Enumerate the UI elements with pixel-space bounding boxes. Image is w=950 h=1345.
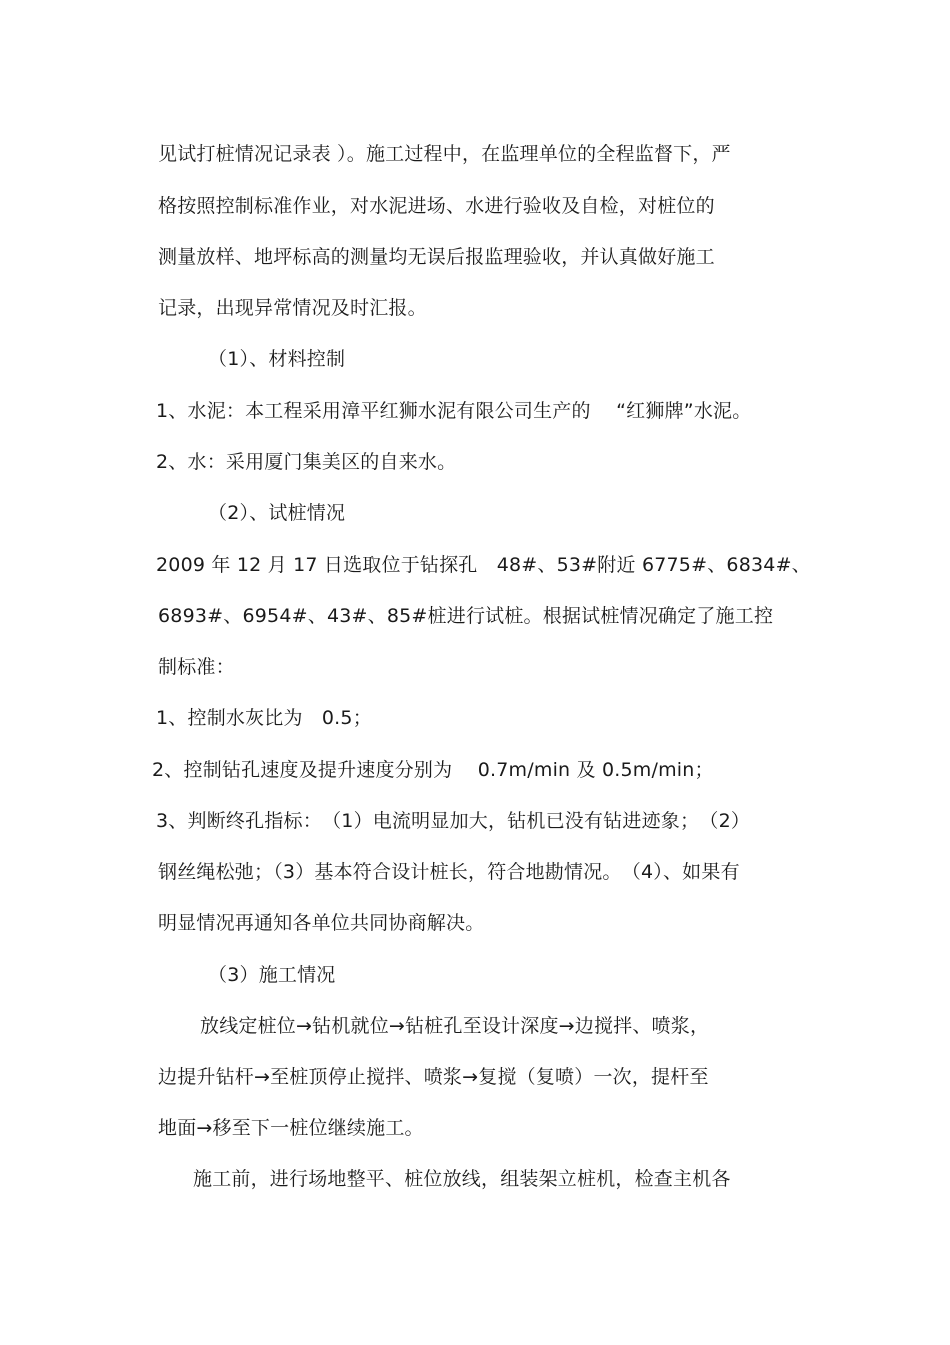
list-item: 2、控制钻孔速度及提升速度分别为 0.7m/min 及 0.5m/min； — [152, 759, 714, 781]
section-heading: （3）施工情况 — [208, 964, 336, 986]
paragraph-line: 记录，出现异常情况及时汇报。 — [158, 297, 427, 319]
paragraph-line: 施工前，进行场地整平、桩位放线，组装架立桩机，检查主机各 — [193, 1168, 731, 1190]
paragraph-line: 放线定桩位→钻机就位→钻桩孔至设计深度→边搅拌、喷浆， — [200, 1015, 710, 1037]
paragraph-line: 边提升钻杆→至桩顶停止搅拌、喷浆→复搅（复喷）一次，提杆至 — [158, 1066, 709, 1088]
paragraph-line: 格按照控制标准作业，对水泥进场、水进行验收及自检，对桩位的 — [158, 195, 715, 217]
paragraph-line: 制标准： — [158, 656, 235, 678]
list-item: 1、控制水灰比为 0.5； — [156, 707, 372, 729]
paragraph-line: 明显情况再通知各单位共同协商解决。 — [158, 912, 485, 934]
paragraph-line: 2009 年 12 月 17 日选取位于钻探孔 48#、53#附近 6775#、6834#、 — [156, 554, 811, 576]
paragraph-line: 2、水：采用厦门集美区的自来水。 — [156, 451, 457, 473]
paragraph-line: 6893#、6954#、43#、85#桩进行试桩。根据试桩情况确定了施工控 — [158, 605, 774, 627]
section-heading: （1）、材料控制 — [208, 348, 346, 370]
paragraph-line: 地面→移至下一桩位继续施工。 — [158, 1117, 424, 1139]
paragraph-line: 1、水泥：本工程采用漳平红狮水泥有限公司生产的 “红狮牌”水泥。 — [156, 400, 752, 422]
section-heading: （2）、试桩情况 — [208, 502, 346, 524]
list-item: 3、判断终孔指标： （1）电流明显加大，钻机已没有钻进迹象； （2） — [156, 810, 751, 832]
paragraph-line: 见试打桩情况记录表 ）。施工过程中，在监理单位的全程监督下，严 — [158, 143, 731, 165]
paragraph-line: 测量放样、地坪标高的测量均无误后报监理验收，并认真做好施工 — [158, 246, 715, 268]
paragraph-line: 钢丝绳松弛；（3）基本符合设计桩长，符合地勘情况。 （4）、如果有 — [158, 861, 740, 883]
